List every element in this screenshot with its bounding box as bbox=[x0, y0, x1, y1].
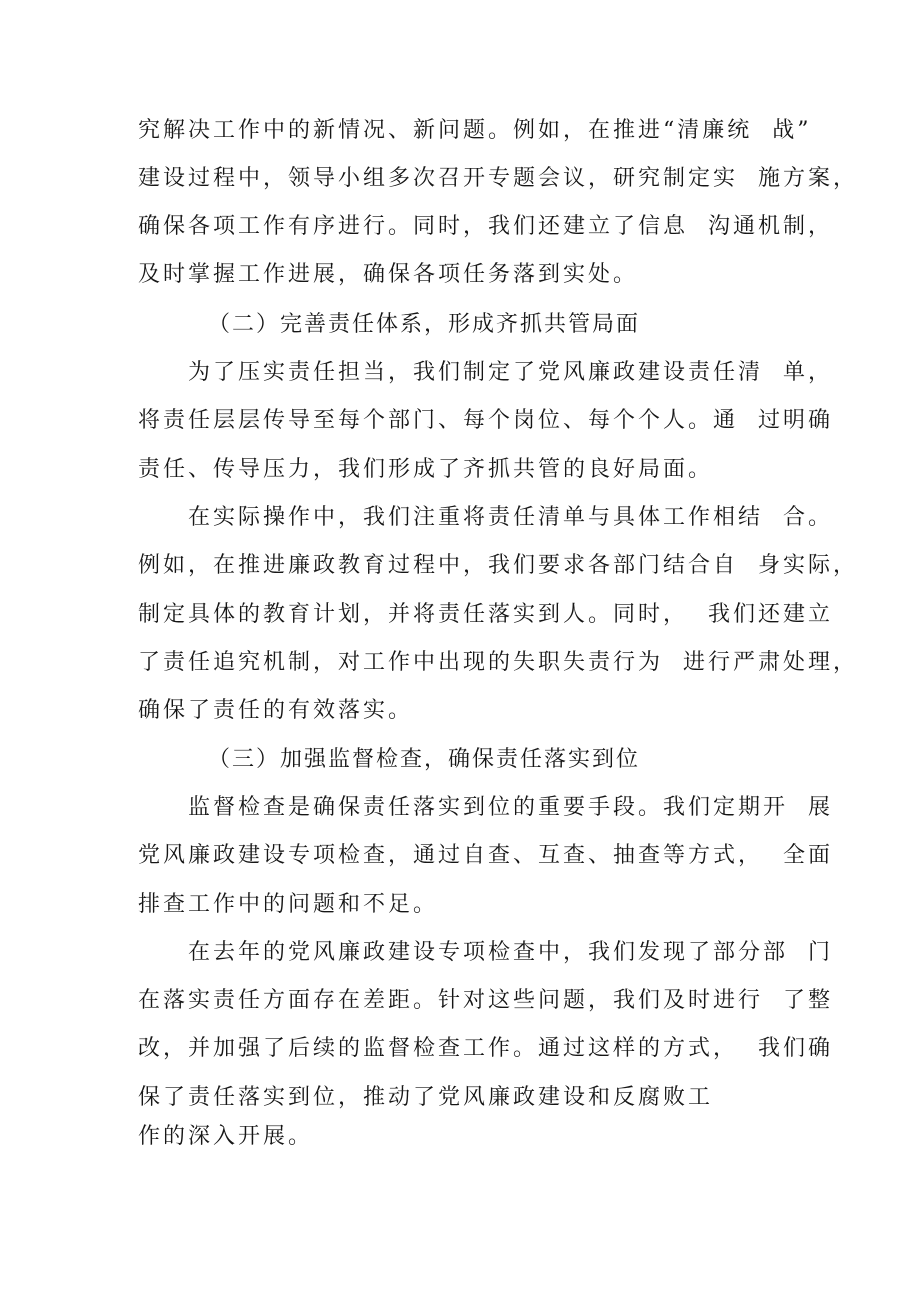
paragraph-line: 改，并加强了后续的监督检查工作。通过这样的方式， 我们确 bbox=[138, 1036, 833, 1061]
paragraph-line: 制定具体的教育计划，并将责任落实到人。同时， 我们还建立 bbox=[138, 602, 833, 627]
paragraph-line: 责任、传导压力，我们形成了齐抓共管的良好局面。 bbox=[138, 457, 714, 482]
paragraph-line: 为了压实责任担当，我们制定了党风廉政建设责任清 单， bbox=[188, 360, 833, 385]
paragraph-line: 在实际操作中，我们注重将责任清单与具体工作相结 合。 bbox=[188, 505, 833, 530]
paragraph-line: 作的深入开展。 bbox=[138, 1124, 314, 1149]
section-heading-two: （二）完善责任体系，形成齐抓共管局面 bbox=[208, 312, 641, 337]
paragraph-line: 及时掌握工作进展，确保各项任务落到实处。 bbox=[138, 262, 639, 287]
paragraph-line: 例如，在推进廉政教育过程中，我们要求各部门结合自 身实际， bbox=[138, 553, 858, 578]
paragraph-line: 确保各项工作有序进行。同时，我们还建立了信息 沟通机制， bbox=[138, 214, 833, 239]
paragraph-line: 排查工作中的问题和不足。 bbox=[138, 892, 439, 917]
paragraph-line: 究解决工作中的新情况、新问题。例如，在推进“清廉统 战” bbox=[138, 118, 812, 143]
paragraph-line: 党风廉政建设专项检查，通过自查、互查、抽查等方式， 全面 bbox=[138, 843, 833, 868]
paragraph-line: 在去年的党风廉政建设专项检查中，我们发现了部分部 门 bbox=[188, 940, 833, 965]
section-heading-three: （三）加强监督检查，确保责任落实到位 bbox=[208, 747, 641, 772]
paragraph-line: 将责任层层传导至每个部门、每个岗位、每个个人。通 过明确 bbox=[138, 408, 833, 433]
paragraph-line: 监督检查是确保责任落实到位的重要手段。我们定期开 展 bbox=[188, 795, 833, 820]
paragraph-line: 了责任追究机制，对工作中出现的失职失责行为 进行严肃处理， bbox=[138, 650, 858, 675]
paragraph-line: 保了责任落实到位，推动了党风廉政建设和反腐败工 bbox=[138, 1085, 714, 1110]
paragraph-line: 确保了责任的有效落实。 bbox=[138, 698, 414, 723]
paragraph-line: 建设过程中，领导小组多次召开专题会议，研究制定实 施方案， bbox=[138, 166, 858, 191]
paragraph-line: 在落实责任方面存在差距。针对这些问题，我们及时进行 了整 bbox=[138, 988, 833, 1013]
